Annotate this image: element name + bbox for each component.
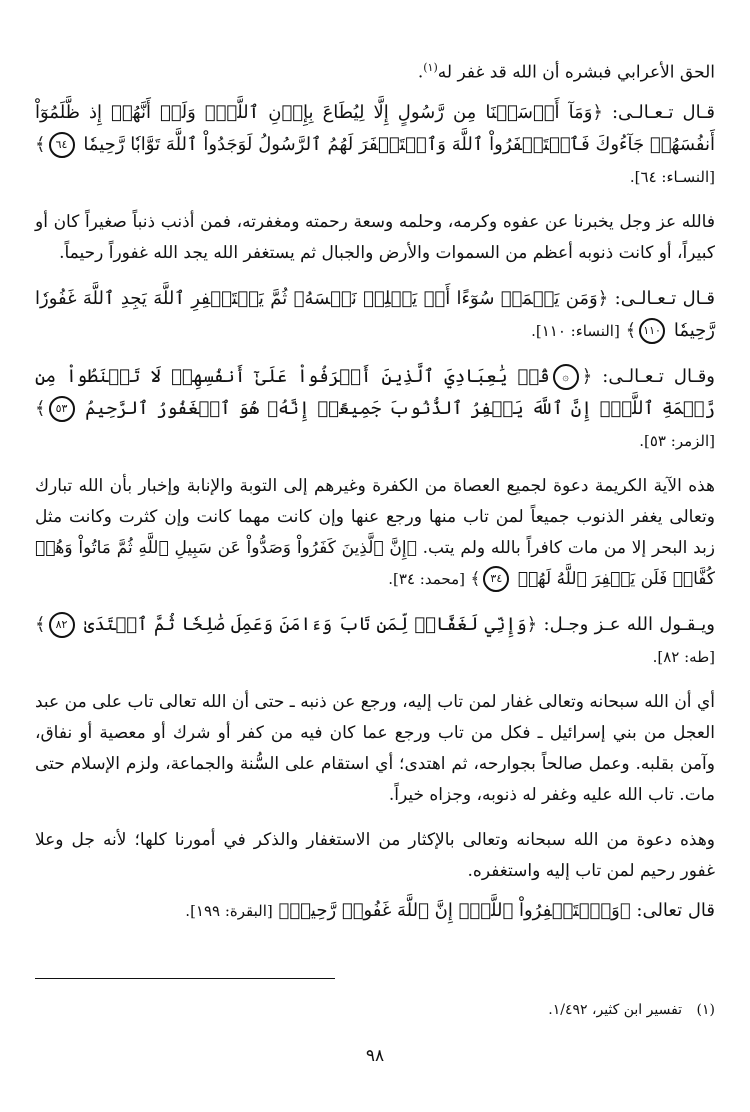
ayah-number-badge: ٣٤ <box>483 566 509 592</box>
verse-block-3: وقـال تـعـالـى: ﴿۞قُلۡ يَٰعِبَادِيَ ٱلَّذِينَ أَسۡرَفُواْ عَلَىٰٓ أَنفُسِهِمۡ لَا تَقۡنَطُواْ مِن رَّحۡمَةِ ٱللَّهِۚ إِنَّ ٱللَّهَ يَغۡفِرُ ٱلذُّنُوبَ جَمِيعًاۚ إِنَّهُۥ هُوَ ٱلۡغَفُورُ ٱلرَّحِيمُ ٥٣﴾ [الزمر: ٥٣]. <box>35 365 715 450</box>
page-number: ٩٨ <box>365 1046 385 1066</box>
quran-verse: وَمَن يَعۡمَلۡ سُوٓءًا أَوۡ يَظۡلِمۡ نَفۡسَهُۥ ثُمَّ يَسۡتَغۡفِرِ ٱللَّهَ يَجِدِ ٱللَّهَ غَفُورٗا رَّحِيمٗا <box>35 287 715 341</box>
verse-reference: [البقرة: ١٩٩]. <box>185 901 273 920</box>
quran-verse: وَإِنِّي لَغَفَّارٞ لِّمَن تَابَ وَءَامَنَ وَعَمِلَ صَٰلِحٗا ثُمَّ ٱهۡتَدَىٰ <box>83 613 527 635</box>
footnote <box>548 998 715 1022</box>
intro-paragraph: الحق الأعرابي فبشره أن الله قد غفر له$^{(١)}$. <box>417 61 715 83</box>
verse-block-2: قـال تـعـالـى: ﴿وَمَن يَعۡمَلۡ سُوٓءًا أَوۡ يَظۡلِمۡ نَفۡسَهُۥ ثُمَّ يَسۡتَغۡفِرِ ٱللَّهَ يَجِدِ ٱللَّهَ غَفُورٗا رَّحِيمٗا ١١٠﴾ [النساء: ١١٠]. <box>35 283 715 347</box>
verse-reference: [النسـاء: ٦٤]. <box>629 167 715 186</box>
paragraph-text: هذه الآية الكريمة دعوة لجميع العصاة من الكفرة وغيرهم إلى التوبة والإنابة وإخبار بأن الله تبارك وتعالى يغفر الذنوب جميعاً لمن تاب منها ورجع عنها وإن كانت مهما كانت وإن كثرت وكانت مثل زبد البحر إلا من مات كافراً بالله ولم يتب. <box>35 475 716 558</box>
verse-lead: ويـقـول الله عـز وجـل: <box>543 613 715 635</box>
verse-block-1: قـال تـعـالـى: ﴿وَمَآ أَرۡسَلۡنَا مِن رَّسُولٍ إِلَّا لِيُطَاعَ بِإِذۡنِ ٱللَّهِۚ وَلَوۡ أَنَّهُمۡ إِذ ظَّلَمُوٓاْ أَنفُسَهُمۡ جَآءُوكَ فَٱسۡتَغۡفَرُواْ ٱللَّهَ وَٱسۡتَغۡفَرَ لَهُمُ ٱلرَّسُولُ لَوَجَدُواْ ٱللَّهَ تَوَّابٗا رَّحِيمٗا ٦٤﴾ [النسـاء: ٦٤]. <box>35 101 715 186</box>
verse-reference: [طه: ٨٢]. <box>652 647 715 666</box>
verse-block-5: قال تعالى: ﴿وَٱسۡتَغۡفِرُواْ ٱللَّهَۚ إِنَّ ٱللَّهَ غَفُورٞ رَّحِيمٞ﴾ [البقرة: ١٩٩]. <box>185 899 715 921</box>
page-body <box>35 52 715 941</box>
footnote-number: (١) <box>696 1002 715 1018</box>
paragraph-2: هذه الآية الكريمة دعوة لجميع العصاة من الكفرة وغيرهم إلى التوبة والإنابة وإخبار بأن الله تبارك وتعالى يغفر الذنوب جميعاً لمن تاب منها ورجع عنها وإن كانت مهما كانت وإن كثرت وكانت مثل زبد البحر إلا من مات كافراً بالله ولم يتب. ﴿إِنَّ ٱلَّذِينَ كَفَرُواْ وَصَدُّواْ عَن سَبِيلِ ٱللَّهِ ثُمَّ مَاتُواْ وَهُمۡ كُفَّارٞ فَلَن يَغۡفِرَ ٱللَّهُ لَهُمۡ ٣٤﴾ [محمد: ٣٤]. <box>35 471 715 595</box>
paragraph-1: فالله عز وجل يخبرنا عن عفوه وكرمه، وحلمه وسعة رحمته ومغفرته، فمن أذنب ذنباً صغيراً كان أو كبيراً، أو كانت ذنوبه أعظم من السموات والأرض والجبال ثم يستغفر الله يجد الله غفوراً رحيماً. <box>35 211 715 263</box>
verse-reference: [محمد: ٣٤]. <box>388 569 465 588</box>
paragraph-4: وهذه دعوة من الله سبحانه وتعالى بالإكثار من الاستغفار والذكر في أمورنا كلها؛ لأنه جل وعلا غفور رحيم لمن تاب إليه واستغفره. <box>35 829 715 881</box>
quran-verse: قُلۡ يَٰعِبَادِيَ ٱلَّذِينَ أَسۡرَفُواْ عَلَىٰٓ أَنفُسِهِمۡ لَا تَقۡنَطُواْ مِن رَّحۡمَةِ ٱللَّهِۚ إِنَّ ٱللَّهَ يَغۡفِرُ ٱلذُّنُوبَ جَمِيعًاۚ إِنَّهُۥ هُوَ ٱلۡغَفُورُ ٱلرَّحِيمُ <box>35 365 715 419</box>
ayah-number-badge: ٦٤ <box>49 132 75 158</box>
verse-lead: قال تعالى: <box>636 899 715 921</box>
verse-reference: [الزمر: ٥٣]. <box>639 431 715 450</box>
ayah-number-badge: ٨٢ <box>49 612 75 638</box>
footnote-text: تفسير ابن كثير، ١/٤٩٢. <box>548 1002 683 1018</box>
quran-verse: إِنَّ ٱلَّذِينَ كَفَرُواْ وَصَدُّواْ عَن سَبِيلِ ٱللَّهِ ثُمَّ مَاتُواْ وَهُمۡ كُفَّارٞ فَلَن يَغۡفِرَ ٱللَّهُ لَهُمۡ <box>35 537 715 589</box>
intro-text: الحق الأعرابي فبشره أن الله قد غفر له <box>437 62 715 83</box>
verse-block-4: ويـقـول الله عـز وجـل: ﴿وَإِنِّي لَغَفَّارٞ لِّمَن تَابَ وَءَامَنَ وَعَمِلَ صَٰلِحٗا ثُمَّ ٱهۡتَدَىٰ ٨٢﴾ [طه: ٨٢]. <box>35 613 715 666</box>
hizb-star-icon: ۞ <box>553 364 579 390</box>
ayah-number-badge: ٥٣ <box>49 396 75 422</box>
verse-reference: [النساء: ١١٠]. <box>531 321 620 340</box>
verse-lead: قـال تـعـالـى: <box>611 101 715 123</box>
quran-verse: وَٱسۡتَغۡفِرُواْ ٱللَّهَۚ إِنَّ ٱللَّهَ غَفُورٞ رَّحِيمٞ <box>289 899 620 921</box>
footnote-marker[interactable]: (١) <box>423 61 438 74</box>
ayah-number-badge: ١١٠ <box>639 318 665 344</box>
footnote-divider <box>35 978 335 979</box>
quran-verse: وَمَآ أَرۡسَلۡنَا مِن رَّسُولٍ إِلَّا لِيُطَاعَ بِإِذۡنِ ٱللَّهِۚ وَلَوۡ أَنَّهُمۡ إِذ ظَّلَمُوٓاْ أَنفُسَهُمۡ جَآءُوكَ فَٱسۡتَغۡفَرُواْ ٱللَّهَ وَٱسۡتَغۡفَرَ لَهُمُ ٱلرَّسُولُ لَوَجَدُواْ ٱللَّهَ تَوَّابٗا رَّحِيمٗا <box>35 101 715 155</box>
verse-lead: قـال تـعـالـى: <box>614 287 716 309</box>
verse-lead: وقـال تـعـالـى: <box>602 365 715 387</box>
paragraph-3: أي أن الله سبحانه وتعالى غفار لمن تاب إليه، ورجع عن ذنبه ـ حتى أن الله تعالى تاب على من عبد العجل من بني إسرائيل ـ فكل من تاب ورجع عما كان فيه من كفر أو شرك أو معصية أو نفاق، وآمن بقلبه. وعمل صالحاً بجوارحه، ثم اهتدى؛ أي استقام على السُّنة والجماعة، ولزم الإسلام حتى مات. تاب الله عليه وغفر له ذنوبه، وجزاه خيراً. <box>35 691 715 805</box>
